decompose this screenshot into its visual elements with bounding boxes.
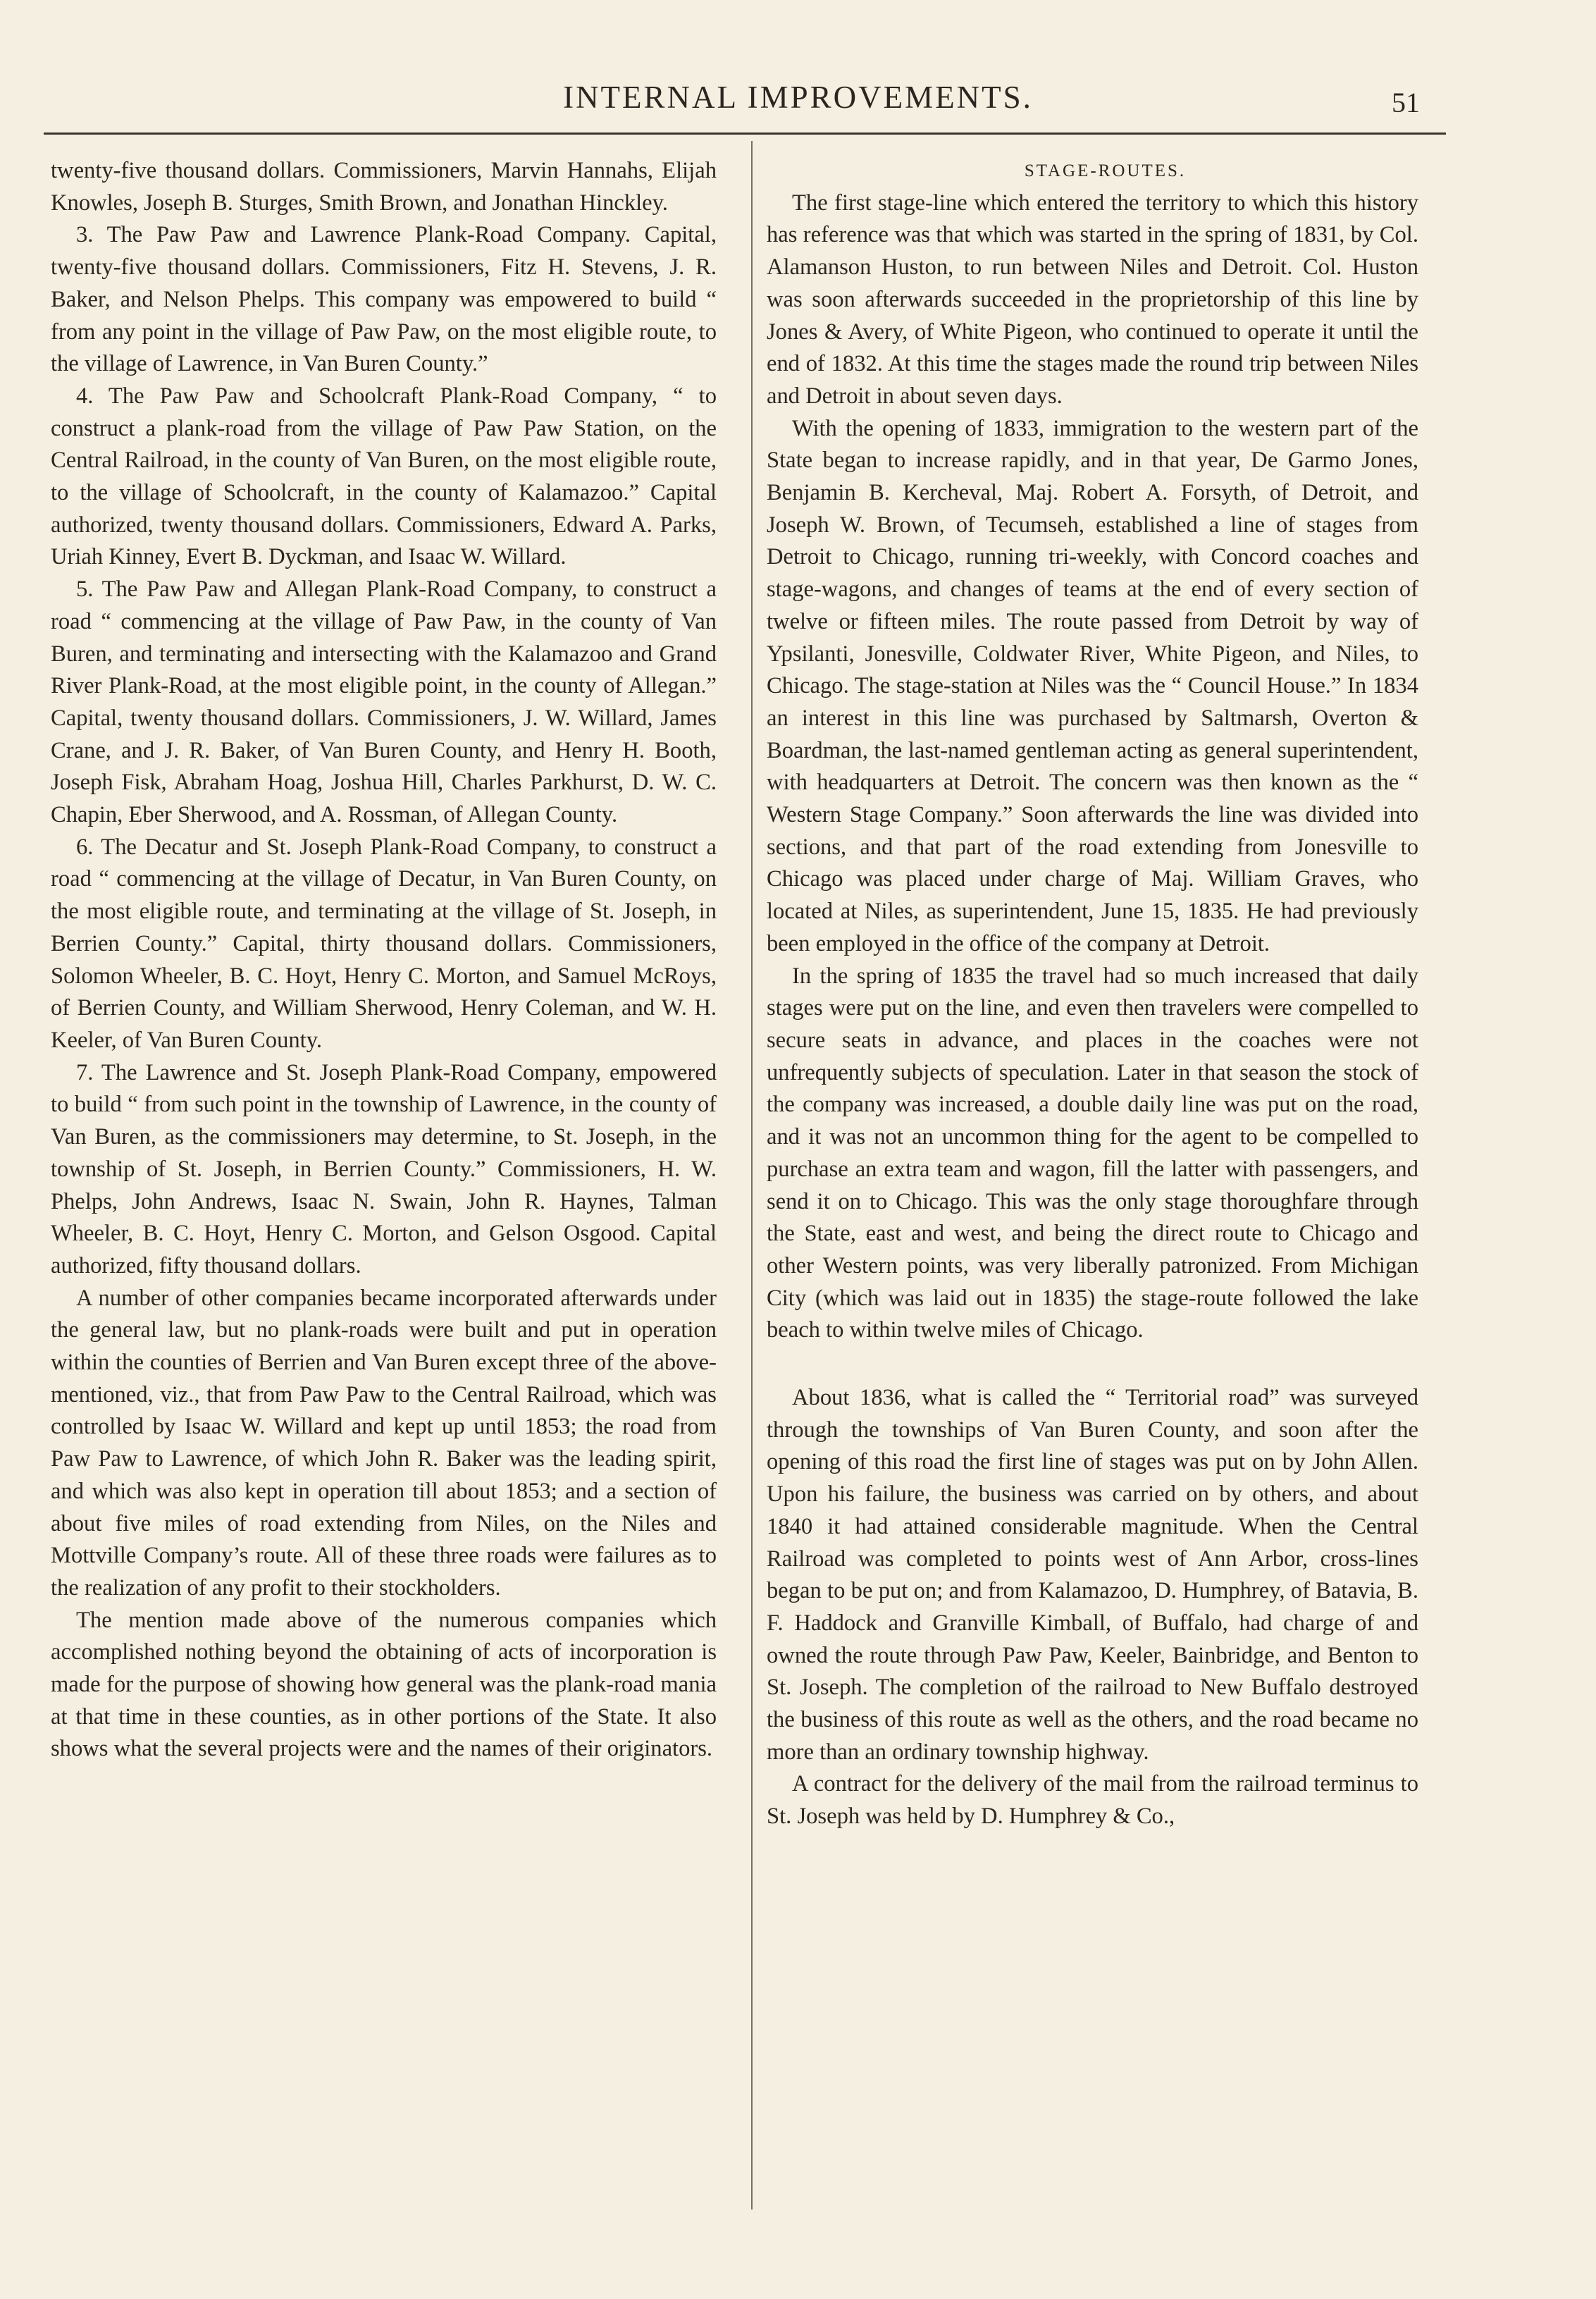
page-header-title: INTERNAL IMPROVEMENTS. xyxy=(563,80,1033,115)
header-rule xyxy=(44,132,1446,135)
paragraph: In the spring of 1835 the travel had so much increased that daily stages were put on the line, and even then travelers were compelled to secure seats in advance, and places in the coaches were not unfrequently subjects of speculation. Later in that season the stock of the company was increased, a double daily line was put on the road, and it was not an uncommon thing for the agent to be compelled to purchase an extra team and wagon, fill the latter with passengers, and send it on to Chicago. This was the only stage thoroughfare through the State, east and west, and being the direct route to Chicago and other Western points, was very liberally patronized. From Michigan City (which was laid out in 1835) the stage-route followed the lake beach to within twelve miles of Chicago. xyxy=(767,963,1418,1343)
paragraph: 4. The Paw Paw and Schoolcraft Plank-Road Company, “ to construct a plank-road from the village of Paw Paw Station, on the Central Railroad, in the county of Van Buren, on the most eligible route, to the village of Schoolcraft, in the county of Kalamazoo.” Capital authorized, twenty thousand dollars. Commissioners, Edward A. Parks, Uriah Kinney, Evert B. Dyckman, and Isaac W. Willard. xyxy=(51,383,717,570)
page-number: 51 xyxy=(1392,87,1420,118)
paragraph: With the opening of 1833, immigration to the western part of the State began to increase rapidly, and in that year, De Garmo Jones, Benjamin B. Kercheval, Maj. Robert A. Forsyth, of Detroit, and Joseph W. Brown, of Tecumseh, established a line of stages from Detroit to Chicago, running tri-weekly, with Concord coaches and stage-wagons, and changes of teams at the end of every section of twelve or fifteen miles. The route passed from Detroit by way of Ypsilanti, Jonesville, Coldwater River, White Pigeon, and Niles, to Chicago. The stage-station at Niles was the “ Council House.” In 1834 an interest in this line was purchased by Saltmarsh, Overton & Boardman, the last-named gentleman acting as general superintendent, with headquarters at Detroit. The concern was then known as the “ Western Stage Company.” Soon afterwards the line was divided into sections, and that part of the road extending from Jonesville to Chicago was placed under charge of Maj. William Graves, who located at Niles, as superintendent, June 15, 1835. He had previously been employed in the office of the company at Detroit. xyxy=(767,415,1418,956)
section-heading: STAGE-ROUTES. xyxy=(1024,161,1187,180)
paragraph: About 1836, what is called the “ Territorial road” was surveyed through the townships of Van Buren County, and soon after the opening of this road the first line of stages was put on by John Allen. Upon his failure, the business was carried on by others, and about 1840 it had attained considerable magnitude. When the Central Railroad was completed to points west of Ann Arbor, cross-lines began to be put on; and from Kalamazoo, D. Humphrey, of Batavia, B. F. Haddock and Granville Kimball, of Buffalo, had charge of and owned the route through Paw Paw, Keeler, Bainbridge, and Benton to St. Joseph. The completion of the railroad to New Buffalo destroyed the business of this route as well as the others, and the road became no more than an ordinary township highway. xyxy=(767,1385,1418,1765)
paragraph: The mention made above of the numerous companies which accomplished nothing beyond the obtaining of acts of incorporation is made for the purpose of showing how general was the plank-road mania at that time in these counties, as in other portions of the State. It also shows what the several projects were and the names of their originators. xyxy=(51,1607,717,1762)
left-column xyxy=(51,155,717,1765)
paragraph: twenty-five thousand dollars. Commissioners, Marvin Hannahs, Elijah Knowles, Joseph B. Sturges, Smith Brown, and Jonathan Hinckley. xyxy=(51,158,717,216)
column-divider xyxy=(751,141,753,2209)
paragraph: 7. The Lawrence and St. Joseph Plank-Road Company, empowered to build “ from such point in the township of Lawrence, in the county of Van Buren, as the commissioners may determine, to St. Joseph, in the township of St. Joseph, in Berrien County.” Commissioners, H. W. Phelps, John Andrews, Isaac N. Swain, John R. Haynes, Talman Wheeler, B. C. Hoyt, Henry C. Morton, and Gelson Osgood. Capital authorized, fifty thousand dollars. xyxy=(51,1059,717,1278)
paragraph: 6. The Decatur and St. Joseph Plank-Road Company, to construct a road “ commencing at the village of Decatur, in Van Buren County, on the most eligible route, and terminating at the village of St. Joseph, in Berrien County.” Capital, thirty thousand dollars. Commissioners, Solomon Wheeler, B. C. Hoyt, Henry C. Morton, and Samuel McRoys, of Berrien County, and William Sherwood, Henry Coleman, and W. H. Keeler, of Van Buren County. xyxy=(51,834,717,1053)
paragraph: The first stage-line which entered the territory to which this history has reference was that which was started in the spring of 1831, by Col. Alamanson Huston, to run between Niles and Detroit. Col. Huston was soon afterwards succeeded in the proprietorship of this line by Jones & Avery, of White Pigeon, who continued to operate it until the end of 1832. At this time the stages made the round trip between Niles and Detroit in about seven days. xyxy=(767,190,1418,409)
paragraph-gap xyxy=(767,1347,1418,1382)
paragraph: 3. The Paw Paw and Lawrence Plank-Road Company. Capital, twenty-five thousand dollars. Commissioners, Fitz H. Stevens, J. R. Baker, and Nelson Phelps. This company was empowered to build “ from any point in the village of Paw Paw, on the most eligible route, to the village of Lawrence, in Van Buren County.” xyxy=(51,222,717,377)
paragraph: 5. The Paw Paw and Allegan Plank-Road Company, to construct a road “ commencing at the village of Paw Paw, in the county of Van Buren, and terminating and intersecting with the Kalamazoo and Grand River Plank-Road, at the most eligible point, in the county of Allegan.” Capital, twenty thousand dollars. Commissioners, J. W. Willard, James Crane, and J. R. Baker, of Van Buren County, and Henry H. Booth, Joseph Fisk, Abraham Hoag, Joshua Hill, Charles Parkhurst, D. W. C. Chapin, Eber Sherwood, and A. Rossman, of Allegan County. xyxy=(51,577,717,828)
right-column xyxy=(767,155,1418,1833)
paragraph: A number of other companies became incorporated afterwards under the general law, but no plank-roads were built and put in operation within the counties of Berrien and Van Buren except three of the above-mentioned, viz., that from Paw Paw to the Central Railroad, which was controlled by Isaac W. Willard and kept up until 1853; the road from Paw Paw to Lawrence, of which John R. Baker was the leading spirit, and which was also kept in operation till about 1853; and a section of about five miles of road extending from Niles, on the Niles and Mottville Company’s route. All of these three roads were failures as to the realization of any profit to their stockholders. xyxy=(51,1285,717,1601)
paragraph: A contract for the delivery of the mail from the railroad terminus to St. Joseph was held by D. Humphrey & Co., xyxy=(767,1771,1418,1830)
